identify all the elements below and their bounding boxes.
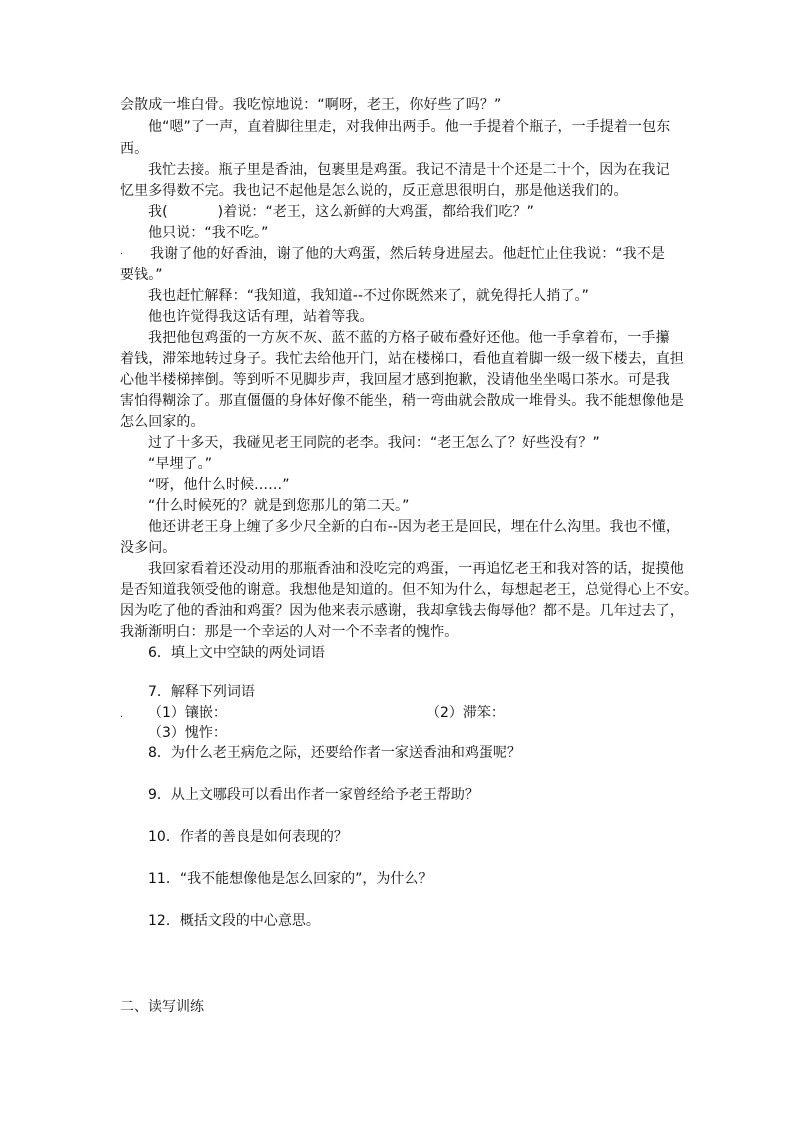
question-12: 12．概括文段的中心意思。: [148, 913, 320, 929]
stray-mark: .: [120, 246, 124, 257]
paragraph-line: “什么时候死的？就是到您那儿的第二天。”: [148, 498, 410, 514]
line-segment: 我(: [148, 204, 168, 220]
question-8: 8．为什么老王病危之际，还要给作者一家送香油和鸡蛋呢？: [148, 745, 521, 761]
question-7-item-3: （3）愧怍：: [148, 725, 227, 741]
paragraph-line: 他也许觉得我这话有理，站着等我。: [148, 309, 374, 325]
line-segment: )着说：“老王，这么新鲜的大鸡蛋，都给我们吃？”: [217, 204, 535, 220]
paragraph-line: 着钱，滞笨地转过身子。我忙去给他开门，站在楼梯口，看他直着脚一级一级下楼去，直担: [120, 351, 684, 367]
paragraph-line: 要钱。”: [120, 267, 163, 283]
paragraph-line: 忆里多得数不完。我也记不起他是怎么说的，反正意思很明白，那是他送我们的。: [120, 183, 628, 199]
paragraph-line: 过了十多天，我碰见老王同院的老李。我问：“老王怎么了？好些没有？”: [148, 435, 600, 451]
paragraph-line: 我谢了他的好香油，谢了他的大鸡蛋，然后转身进屋去。他赶忙止住我说：“我不是: [150, 246, 665, 262]
paragraph-line: 心他半楼梯摔倒。等到听不见脚步声，我回屋才感到抱歉，没请他坐坐喝口茶水。可是我: [120, 372, 670, 388]
section-heading: 二、读写训练: [120, 999, 204, 1015]
paragraph-line: “早埋了。”: [148, 456, 213, 472]
stray-mark: .: [120, 709, 124, 720]
paragraph-line: 我回家看着还没动用的那瓶香油和没吃完的鸡蛋，一再追忆老王和我对答的话，捉摸他: [148, 561, 684, 577]
question-6: 6．填上文中空缺的两处词语: [148, 645, 325, 661]
paragraph-line: 没多问。: [120, 540, 177, 556]
paragraph-line: 我忙去接。瓶子里是香油，包裹里是鸡蛋。我记不清是十个还是二十个，因为在我记: [148, 162, 670, 178]
paragraph-line: 怎么回家的。: [120, 414, 205, 430]
paragraph-line: 他还讲老王身上缠了多少尺全新的白布--因为老王是回民，埋在什么沟里。我也不懂，: [148, 519, 681, 535]
paragraph-line: 是否知道我领受他的谢意。我想他是知道的。但不知为什么，每想起老王，总觉得心上不安。: [120, 582, 699, 598]
paragraph-line-with-blank: [148, 202, 534, 223]
paragraph-line: 因为吃了他的香油和鸡蛋？因为他来表示感谢，我却拿钱去侮辱他？都不是。几年过去了，: [120, 603, 684, 619]
question-11: 11．“我不能想像他是怎么回家的”，为什么？: [148, 871, 433, 887]
paragraph-line: 西。: [120, 141, 149, 157]
question-7-item-2: （2）滞笨：: [426, 705, 505, 721]
paragraph-line: 会散成一堆白骨。我吃惊地说：“啊呀，老王，你好些了吗？”: [120, 97, 502, 113]
paragraph-line: “呀，他什么时候……”: [148, 477, 290, 493]
question-10: 10．作者的善良是如何表现的？: [148, 829, 348, 845]
paragraph-line: 我把他包鸡蛋的一方灰不灰、蓝不蓝的方格子破布叠好还他。他一手拿着布，一手攥: [148, 330, 670, 346]
question-7-item-1: （1）镶嵌：: [148, 705, 227, 721]
paragraph-line: 我也赶忙解释：“我知道，我知道--不过你既然来了，就免得托人捎了。”: [148, 288, 590, 304]
paragraph-line: 他“嗯”了一声，直着脚往里走，对我伸出两手。他一手提着个瓶子，一手提着一包东: [148, 119, 671, 135]
question-7: 7．解释下列词语: [148, 684, 255, 700]
paragraph-line: 害怕得糊涂了。那直僵僵的身体好像不能坐，稍一弯曲就会散成一堆骨头。我不能想像他是: [120, 393, 684, 409]
paragraph-line: 我渐渐明白：那是一个幸运的人对一个不幸者的愧怍。: [120, 624, 459, 640]
paragraph-line: 他只说：“我不吃。”: [148, 225, 269, 241]
question-9: 9．从上文哪段可以看出作者一家曾经给予老王帮助？: [148, 787, 479, 803]
